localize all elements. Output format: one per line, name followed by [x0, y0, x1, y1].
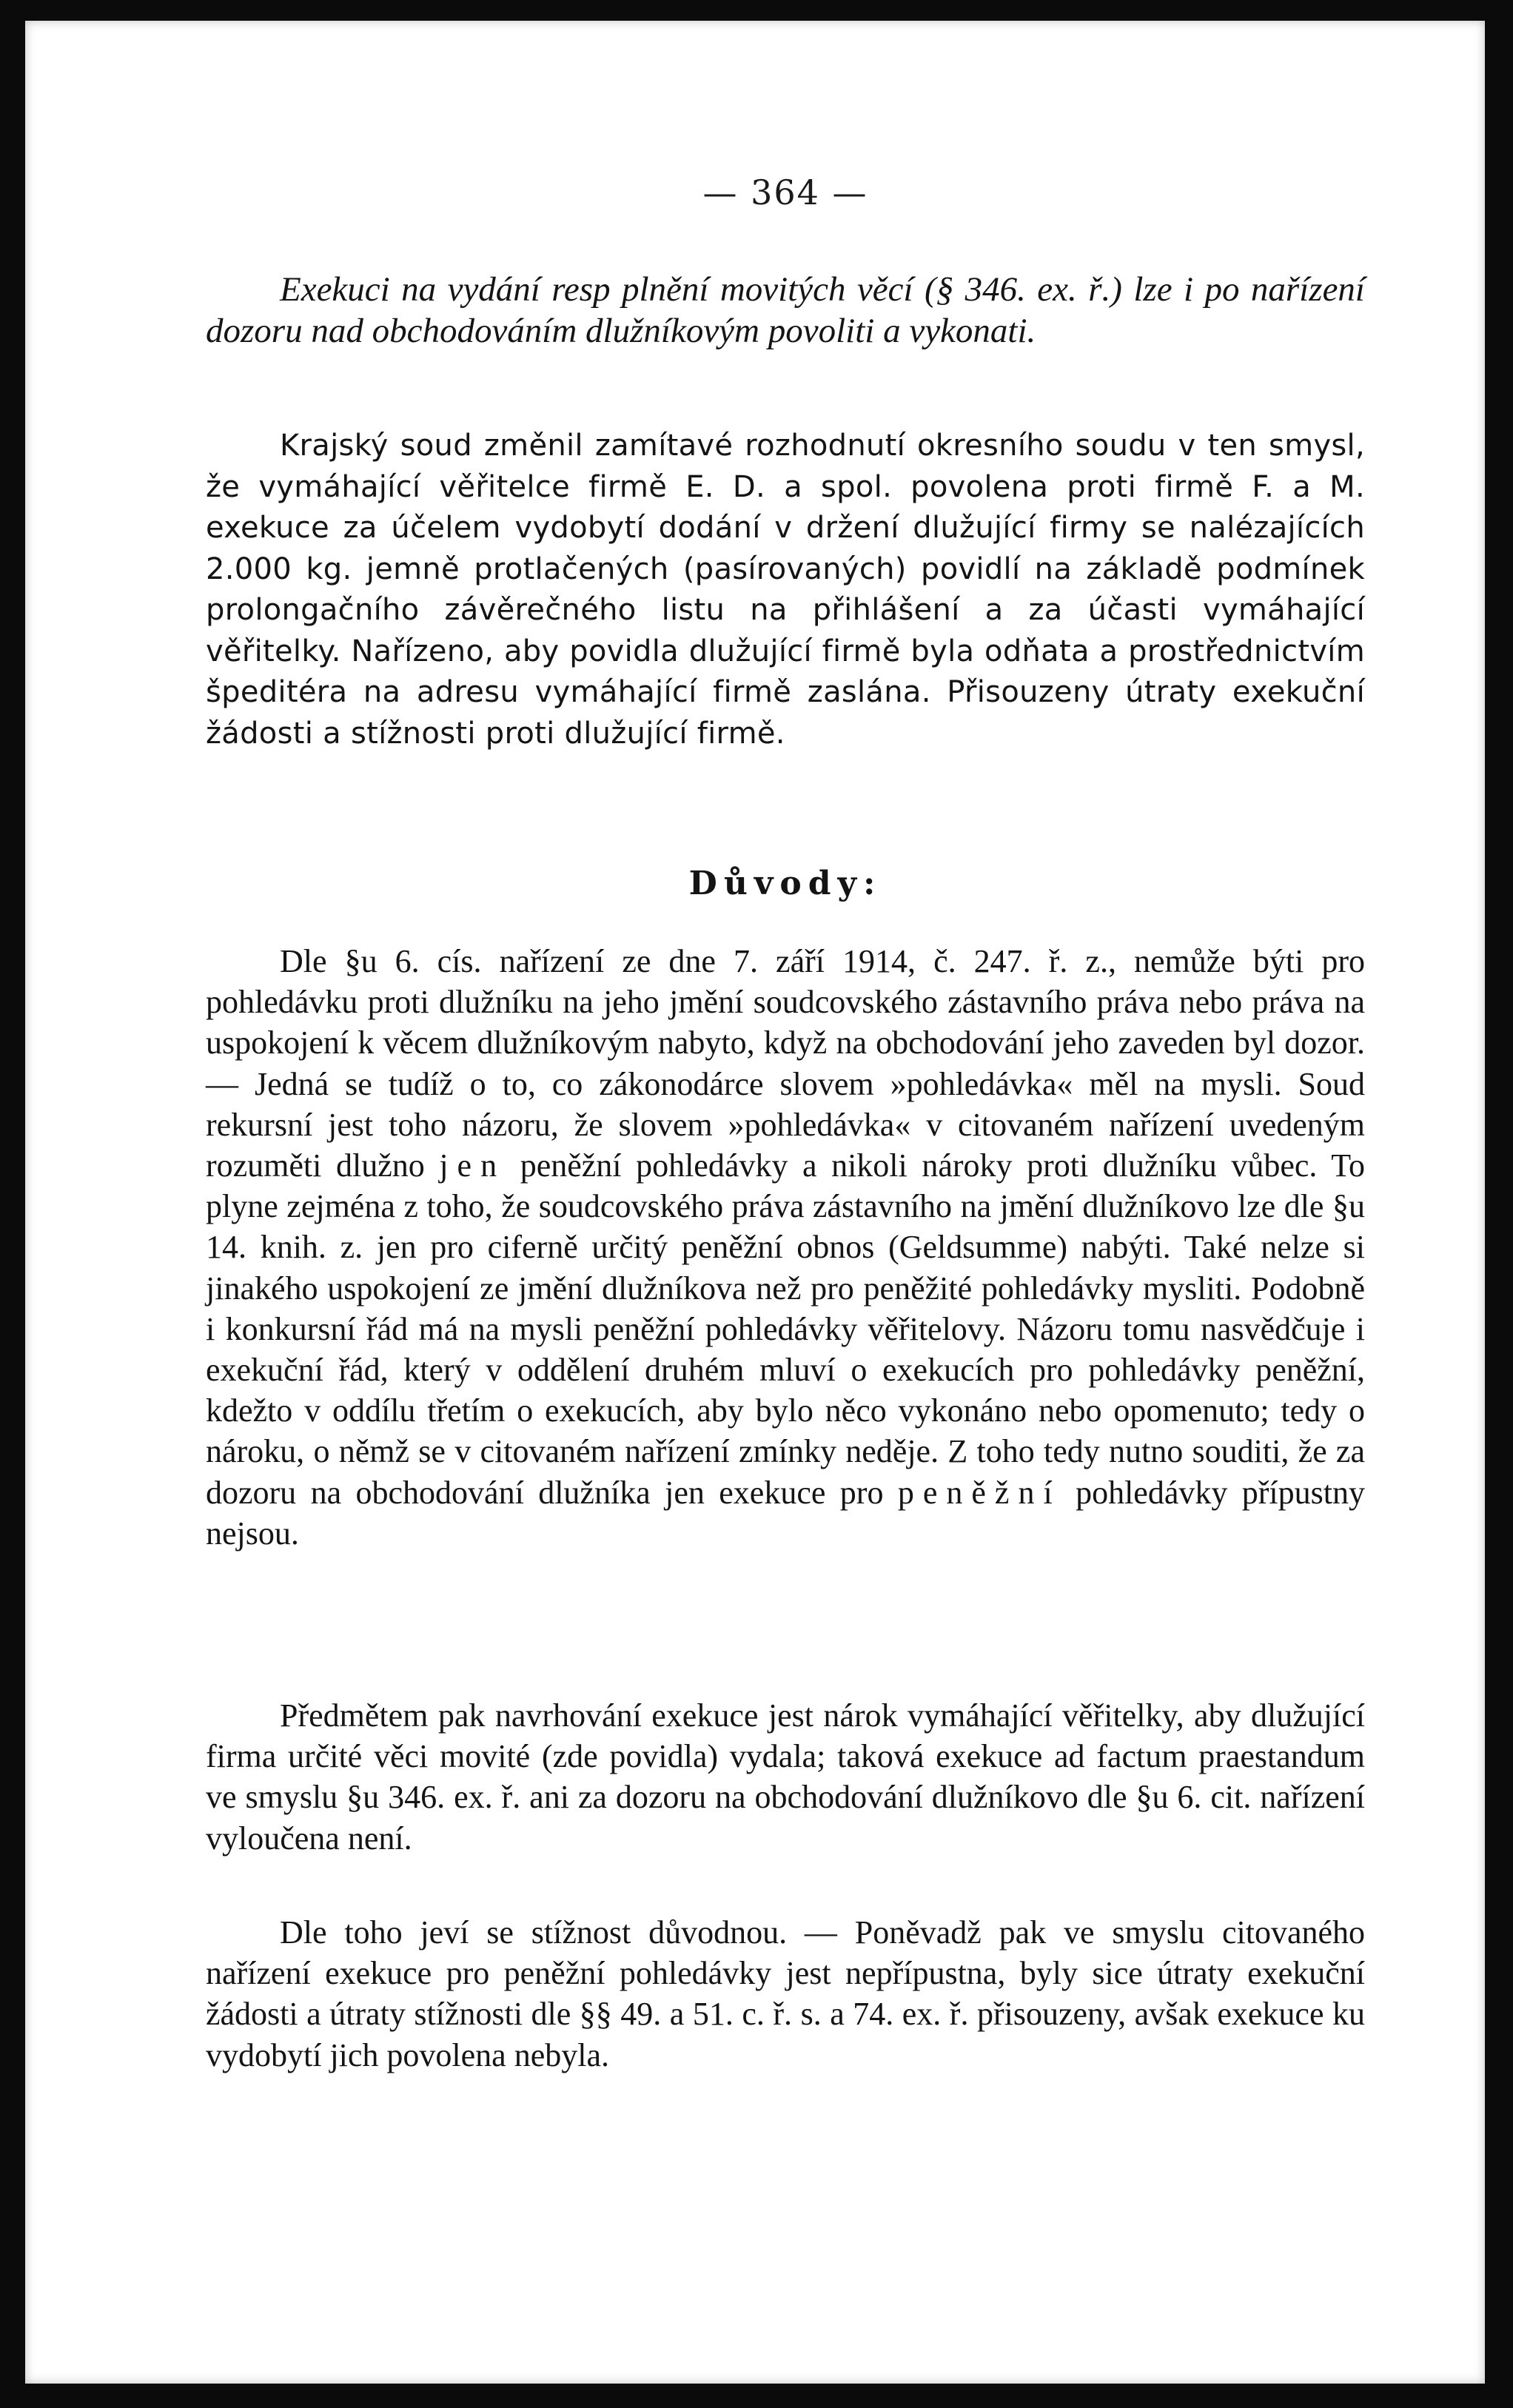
- facts-paragraph: Krajský soud změnil zamítavé rozhodnutí okresního soudu v ten smysl, že vymáhající věřitelce firmě E. D. a spol. povolena proti firmě F. a M. exekuce za účelem vydobytí dodání v držení dlužující firmy se nalézajících 2.000 kg. jemně protlačených (pasírovaných) povidlí na základě podmínek prolongačního závěrečného listu na přihlášení a za účasti vymáhající věřitelky. Nařízeno, aby povidla dlužující firmě byla odňata a prostřednictvím šped‌itéra na adresu vymáhající firmě zaslána. Přisouzeny útraty exekuční žádosti a stížnosti proti dlužující firmě.: [206, 429, 1365, 751]
- emphasis-jen: jen: [439, 1147, 506, 1184]
- reasons-paragraph-1-text-c: pohledávky přípustny nejsou.: [206, 1474, 1365, 1552]
- reasons-heading: Důvody:: [688, 865, 882, 902]
- reasons-paragraph-1: [206, 941, 1365, 1554]
- headnote: Exekuci na vydání resp plnění movitých věcí (§ 346. ex. ř.) lze i po nařízení dozoru nad obchodováním dlužníkovým povoliti a vykonati.: [206, 270, 1365, 350]
- emphasis-penezni: peněžní: [897, 1474, 1061, 1511]
- scanned-page: [25, 21, 1485, 2384]
- reasons-paragraph-2: Předmětem pak navrhování exekuce jest nárok vymáhající věřitelky, aby dlužující firma určité věci movité (zde povidla) vydala; taková exekuce ad factum praestandum ve smyslu §u 346. ex. ř. ani za dozoru na obchodování dlužníkovo dle §u 6. cit. nařízení vyloučena není.: [206, 1697, 1365, 1857]
- reasons-paragraph-1-text-a: Dle §u 6. cís. nařízení ze dne 7. září 1914, č. 247. ř. z., nemůže býti pro pohledávku proti dlužníku na jeho jmění soudcovského zástavního práva nebo práva na uspokojení k věcem dlužníkovým nabyto, když na obchodování jeho zaveden byl dozor. — Jedná se tudíž o to, co zákonodárce slovem »pohledávka« měl na mysli. Soud rekursní jest toho názoru, že slovem »pohledávka« v citovaném nařízení uvedeným rozuměti dlužno: [206, 943, 1365, 1184]
- reasons-paragraph-3: Dle toho jeví se stížnost důvodnou. — Poněvadž pak ve smyslu citovaného nařízení exekuce pro peněžní pohledávky jest nepřípustna, byly sice útraty exekuční žádosti a útraty stížnosti dle §§ 49. a 51. c. ř. s. a 74. ex. ř. přisouzeny, avšak exekuce ku vydobytí jich povolena nebyla.: [206, 1914, 1365, 2073]
- page-number: — 364 —: [702, 172, 868, 212]
- reasons-paragraph-1-text-b: peněžní pohledávky a nikoli nároky proti dlužníku vůbec. To plyne zejména z toho, že soudcovského práva zástavního na jmění dlužníkovo lze dle §u 14. knih. z. jen pro ciferně určitý peněžní obnos (Geldsumme) nabýti. Také nelze si jinakého uspokojení ze jmění dlužníkova než pro peněžité pohledávky mysliti. Podobně i konkursní řád má na mysli peněžní pohledávky věřitelovy. Názoru tomu nasvědčuje i exekuční řád, který v oddělení druhém mluví o exekucích pro pohledávky peněžní, kdežto v oddílu třetím o exekucích, aby bylo něco vykonáno nebo opomenuto; tedy o nároku, o němž se v citovaném nařízení zmínky neděje. Z toho tedy nutno souditi, že za dozoru na obchodování dlužníka jen exekuce pro: [206, 1147, 1366, 1511]
